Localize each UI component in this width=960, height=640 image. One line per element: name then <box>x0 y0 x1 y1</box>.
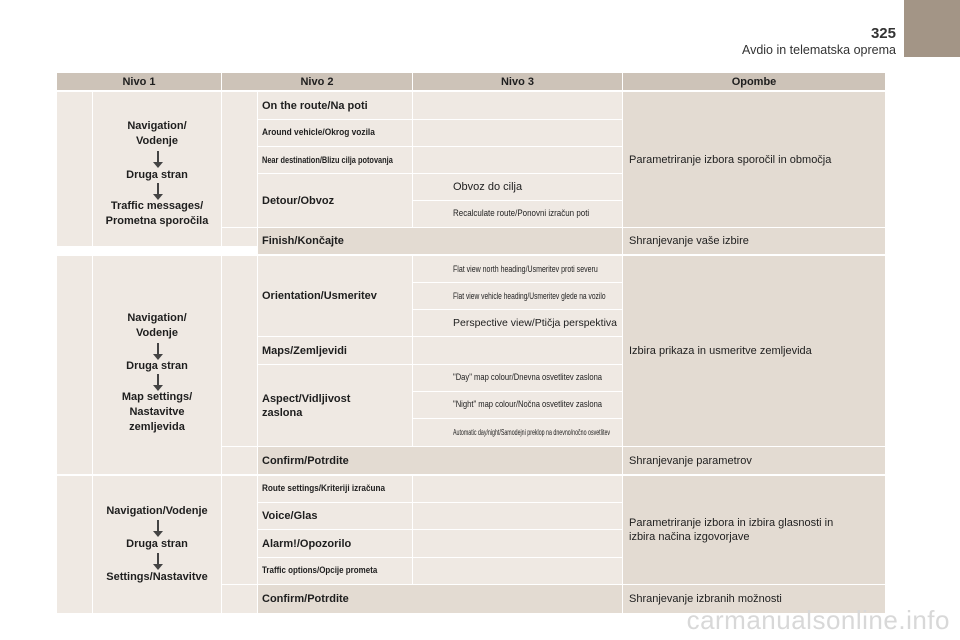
g2-option-day: "Day" map colour/Dnevna osvetlitev zaslona <box>453 372 603 383</box>
g3-row-route-n3 <box>413 476 622 502</box>
g2-path-page: Druga stran <box>126 360 188 372</box>
g1-item-finish: Finish/Končajte <box>262 235 344 247</box>
g1-note: Parametriranje izbora sporočil in območja <box>629 153 832 166</box>
g2-confirm-note: Shranjevanje parametrov <box>629 454 752 467</box>
group3-marker <box>57 476 92 613</box>
g3-path-page: Druga stran <box>126 538 188 550</box>
group3-indent <box>222 476 257 584</box>
header-nivo1: Nivo 1 <box>57 73 221 90</box>
g3-note: Parametriranje izbora in izbira glasnosti in izbira načina izgovorjave <box>629 517 834 543</box>
arrow-down-icon <box>151 553 165 571</box>
header-nivo3: Nivo 3 <box>413 73 622 90</box>
g1-row-around-n3 <box>413 120 622 146</box>
chapter-tab <box>904 0 960 57</box>
g1-row-near-n3 <box>413 147 622 173</box>
g1-path-page: Druga stran <box>126 169 188 181</box>
group2-indent-confirm <box>222 447 257 474</box>
g3-item-traffic: Traffic options/Opcije prometa <box>262 565 378 576</box>
g2-row-maps-n3 <box>413 337 622 364</box>
g2-path-nav: Navigation/ Vodenje <box>127 312 187 339</box>
g2-option-auto: Automatic day/night/Samodejni preklop na dnevno/nočno osvetlitev <box>453 427 611 437</box>
group1-indent <box>222 92 257 227</box>
g2-option-north: Flat view north heading/Usmeritev proti severu <box>453 264 598 274</box>
header-opombe: Opombe <box>623 73 885 90</box>
g3-row-alarm-n3 <box>413 530 622 557</box>
g3-item-confirm: Confirm/Potrdite <box>262 593 349 605</box>
g1-row-on-route-n3 <box>413 92 622 119</box>
g1-path-target: Traffic messages/ Prometna sporočila <box>105 200 209 227</box>
g2-option-night: "Night" map colour/Nočna osvetlitev zaslona <box>453 399 603 410</box>
g1-option-recalc: Recalculate route/Ponovni izračun poti <box>453 208 590 219</box>
group2-indent <box>222 256 257 446</box>
g1-path-nav: Navigation/ Vodenje <box>127 120 187 147</box>
g3-confirm-note: Shranjevanje izbranih možnosti <box>629 593 782 605</box>
g2-note: Izbira prikaza in usmeritve zemljevida <box>629 345 812 357</box>
group1-indent-finish <box>222 228 257 246</box>
g2-item-aspect: Aspect/Vidljivost zaslona <box>262 392 351 419</box>
arrow-down-icon <box>151 520 165 538</box>
g3-row-traffic-n3 <box>413 558 622 584</box>
g3-row-voice-n3 <box>413 503 622 529</box>
g2-item-maps: Maps/Zemljevidi <box>262 344 347 357</box>
group2-marker <box>57 256 92 474</box>
group1-marker <box>57 92 92 246</box>
watermark: carmanualsonline.info <box>686 605 950 635</box>
g1-item-detour: Detour/Obvoz <box>262 194 335 207</box>
header-nivo2: Nivo 2 <box>222 73 412 90</box>
menu-table <box>57 73 885 613</box>
chapter-title: Avdio in telematska oprema <box>741 43 896 57</box>
g3-path-nav: Navigation/Vodenje <box>106 505 208 517</box>
g3-item-route: Route settings/Kriteriji izračuna <box>262 483 386 494</box>
g1-item-around: Around vehicle/Okrog vozila <box>262 127 375 138</box>
g1-finish-note: Shranjevanje vaše izbire <box>629 235 749 247</box>
g2-path-target: Map settings/ Nastavitve zemljevida <box>121 391 193 433</box>
g2-item-orientation: Orientation/Usmeritev <box>262 290 377 302</box>
g2-option-vehicle: Flat view vehicle heading/Usmeritev glede na vozilo <box>453 291 606 301</box>
group3-indent-confirm <box>222 585 257 613</box>
g2-option-perspective: Perspective view/Ptičja perspektiva <box>453 317 617 329</box>
arrow-down-icon <box>151 151 165 169</box>
page-number: 325 <box>870 25 896 42</box>
g3-item-voice: Voice/Glas <box>262 510 318 522</box>
g1-item-on-route: On the route/Na poti <box>262 99 368 112</box>
g3-item-alarm: Alarm!/Opozorilo <box>262 537 352 550</box>
g2-item-confirm: Confirm/Potrdite <box>262 454 349 467</box>
g1-option-to-dest: Obvoz do cilja <box>453 181 523 193</box>
g3-path-target: Settings/Nastavitve <box>106 571 208 583</box>
g1-item-near: Near destination/Blizu cilja potovanja <box>262 155 393 165</box>
